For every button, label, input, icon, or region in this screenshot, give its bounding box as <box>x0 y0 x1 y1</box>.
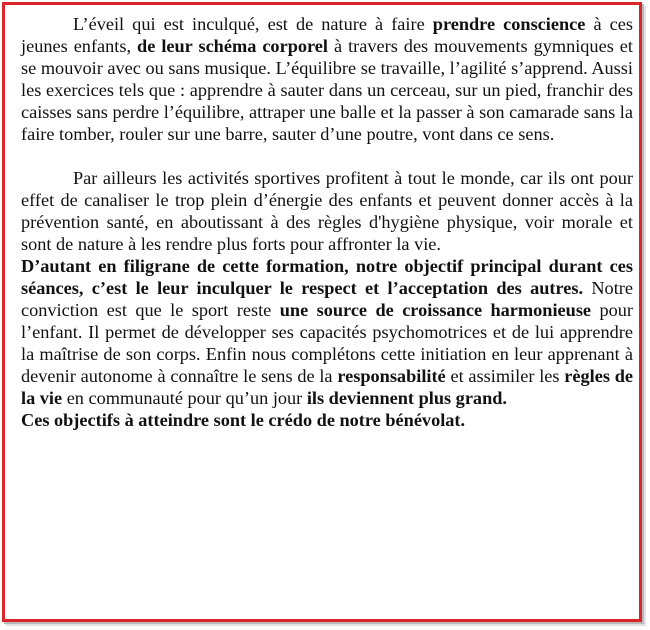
paragraph-eveil <box>21 13 633 145</box>
text-run: Notre conviction est que le sport reste <box>21 278 633 320</box>
bold-run: de leur schéma corporel <box>137 36 328 56</box>
paragraph-objectif <box>21 255 633 409</box>
bold-run: Ces objectifs à atteindre sont le crédo de notre bénévolat. <box>21 410 466 430</box>
bold-run: prendre conscience <box>432 14 586 34</box>
bold-run: ils deviennent plus grand. <box>306 388 507 408</box>
bold-run: une source de croissance harmonieuse <box>279 300 592 320</box>
text-run: Par ailleurs les activités sportives profitent à tout le monde, car ils ont pour effet de canaliser le trop plein d’énergie des enfants et peuvent donner accès à la prévention santé, en aboutissant à des règles d'hygiène physique, voir morale et sont de nature à les rendre plus forts pour affronter la vie. <box>21 168 633 254</box>
bold-run: D’autant en filigrane de cette formation, notre objectif principal durant ces séances, c’est le leur inculquer le respect et l’acceptation des autres. <box>21 256 633 298</box>
paragraph-activites-sportives <box>21 167 633 255</box>
document-body <box>21 13 633 431</box>
bold-run: responsabilité <box>337 366 446 386</box>
text-run: en communauté pour qu’un jour <box>62 388 307 408</box>
text-run: à travers des mouvements gymniques et se mouvoir avec ou sans musique. L’équilibre se travaille, l’agilité s’apprend. Aussi les exercices tels que : apprendre à sauter dans un cerceau, sur un pied, franchir des caisses sans perdre l’équilibre, attraper une balle et la passer à son camarade sans la faire tomber, rouler sur une barre, sauter d’une poutre, vont dans ce sens. <box>21 36 633 144</box>
text-run: à ces jeunes enfants, <box>21 14 633 56</box>
document-frame <box>2 2 642 622</box>
text-run: et assimiler les <box>445 366 565 386</box>
text-run: pour l’enfant. Il permet de développer ses capacités psychomotrices et de lui apprendre la maîtrise de son corps. Enfin nous complétons cette initiation en leur apprenant à devenir autonome à connaître le sens de la <box>21 300 634 386</box>
closing-line <box>21 409 633 431</box>
text-run: L’éveil qui est inculqué, est de nature à faire <box>73 14 433 34</box>
bold-run: règles de la vie <box>21 366 634 408</box>
